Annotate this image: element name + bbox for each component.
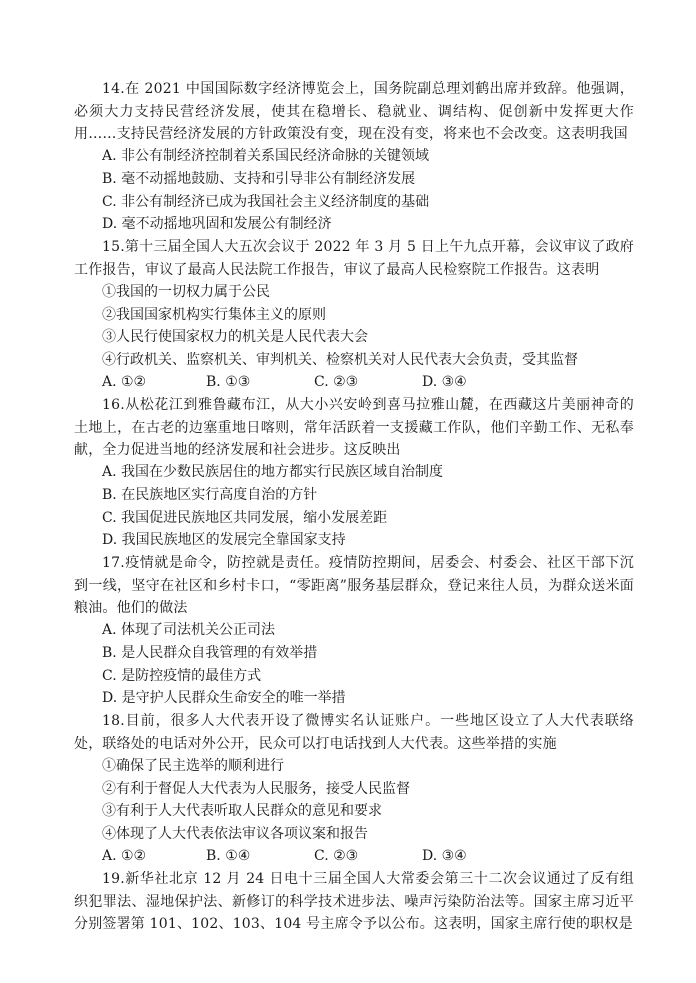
question-18-statement-4: ④体现了人大代表依法审议各项议案和报告 — [102, 826, 368, 842]
question-18-statement-2: ②有利于督促人大代表为人民服务，接受人民监督 — [102, 781, 410, 797]
question-17-option-a: A. 体现了司法机关公正司法 — [102, 622, 276, 638]
question-17-option-c: C. 是防控疫情的最佳方式 — [102, 668, 262, 684]
question-14-option-b: B. 毫不动摇地鼓励、支持和引导非公有制经济发展 — [102, 171, 416, 187]
question-15-statement-3: ③人民行使国家权力的机关是人民代表大会 — [102, 329, 368, 345]
question-18-statement-1: ①确保了民主选举的顺利进行 — [102, 758, 284, 774]
question-15-statement-4: ④行政机关、监察机关、审判机关、检察机关对人民代表大会负责，受其监督 — [102, 352, 578, 368]
question-15-choice-b: B. ①③ — [206, 374, 251, 390]
question-15-statement-1: ①我国的一切权力属于公民 — [102, 284, 270, 300]
question-18-statement-3: ③有利于人大代表听取人民群众的意见和要求 — [102, 803, 382, 819]
question-17-option-b: B. 是人民群众自我管理的有效举措 — [102, 645, 318, 661]
question-16-option-d: D. 我国民族地区的发展完全靠国家支持 — [102, 532, 346, 548]
question-17-option-d: D. 是守护人民群众生命安全的唯一举措 — [102, 690, 346, 706]
question-15-choices — [102, 371, 642, 393]
question-15-choice-d: D. ③④ — [422, 374, 467, 390]
question-14-option-c: C. 非公有制经济已成为我国社会主义经济制度的基础 — [102, 194, 430, 210]
question-16-option-a: A. 我国在少数民族居住的地方都实行民族区域自治制度 — [102, 464, 444, 480]
question-18-choice-d: D. ③④ — [422, 848, 467, 864]
question-14-option-a: A. 非公有制经济控制着关系国民经济命脉的关键领域 — [102, 148, 430, 164]
question-16-option-b: B. 在民族地区实行高度自治的方针 — [102, 487, 318, 503]
question-16-stem: 16.从松花江到雅鲁藏布江，从大小兴安岭到喜马拉雅山麓，在西藏这片美丽神奇的土地上，在古老的边塞重地日喀则，常年活跃着一支援藏工作队，他们辛勤工作、无私奉献，全力促进当地的经济发展和社会进步。这反映出 — [74, 397, 634, 458]
question-14-stem: 14.在 2021 中国国际数字经济博览会上，国务院副总理刘鹤出席并致辞。他强调，必须大力支持民营经济发展，使其在稳增长、稳就业、调结构、促创新中发挥更大作用……支持民营经济发展的方针政策没有变，现在没有变，将来也不会改变。这表明我国 — [74, 81, 634, 142]
question-15-choice-a: A. ①② — [102, 374, 147, 390]
question-14-option-d: D. 毫不动摇地巩固和发展公有制经济 — [102, 216, 332, 232]
question-18-choice-c: C. ②③ — [314, 848, 359, 864]
question-15-stem: 15.第十三届全国人大五次会议于 2022 年 3 月 5 日上午九点开幕，会议审议了政府工作报告，审议了最高人民法院工作报告，审议了最高人民检察院工作报告。这表明 — [74, 239, 634, 278]
question-18-choice-b: B. ①④ — [206, 848, 251, 864]
question-18-choice-a: A. ①② — [102, 848, 147, 864]
question-17-stem: 17.疫情就是命令，防控就是责任。疫情防控期间，居委会、村委会、社区干部下沉到一线，坚守在社区和乡村卡口，“零距离”服务基层群众，登记来往人员，为群众送米面粮油。他们的做法 — [74, 555, 634, 616]
question-15-choice-c: C. ②③ — [314, 374, 359, 390]
question-18-stem: 18.目前，很多人大代表开设了微博实名认证账户。一些地区设立了人大代表联络处，联络处的电话对外公开，民众可以打电话找到人大代表。这些举措的实施 — [74, 713, 634, 752]
question-16-option-c: C. 我国促进民族地区共同发展，缩小发展差距 — [102, 510, 388, 526]
question-18-choices — [102, 845, 642, 867]
question-19-stem: 19.新华社北京 12 月 24 日电十三届全国人大常委会第三十二次会议通过了反有组织犯罪法、湿地保护法、新修订的科学技术进步法、噪声污染防治法等。国家主席习近平分别签署第 101、102、103、104 号主席令予以公布。这表明，国家主席行使的职权是 — [74, 871, 634, 932]
question-15-statement-2: ②我国国家机构实行集体主义的原则 — [102, 307, 326, 323]
